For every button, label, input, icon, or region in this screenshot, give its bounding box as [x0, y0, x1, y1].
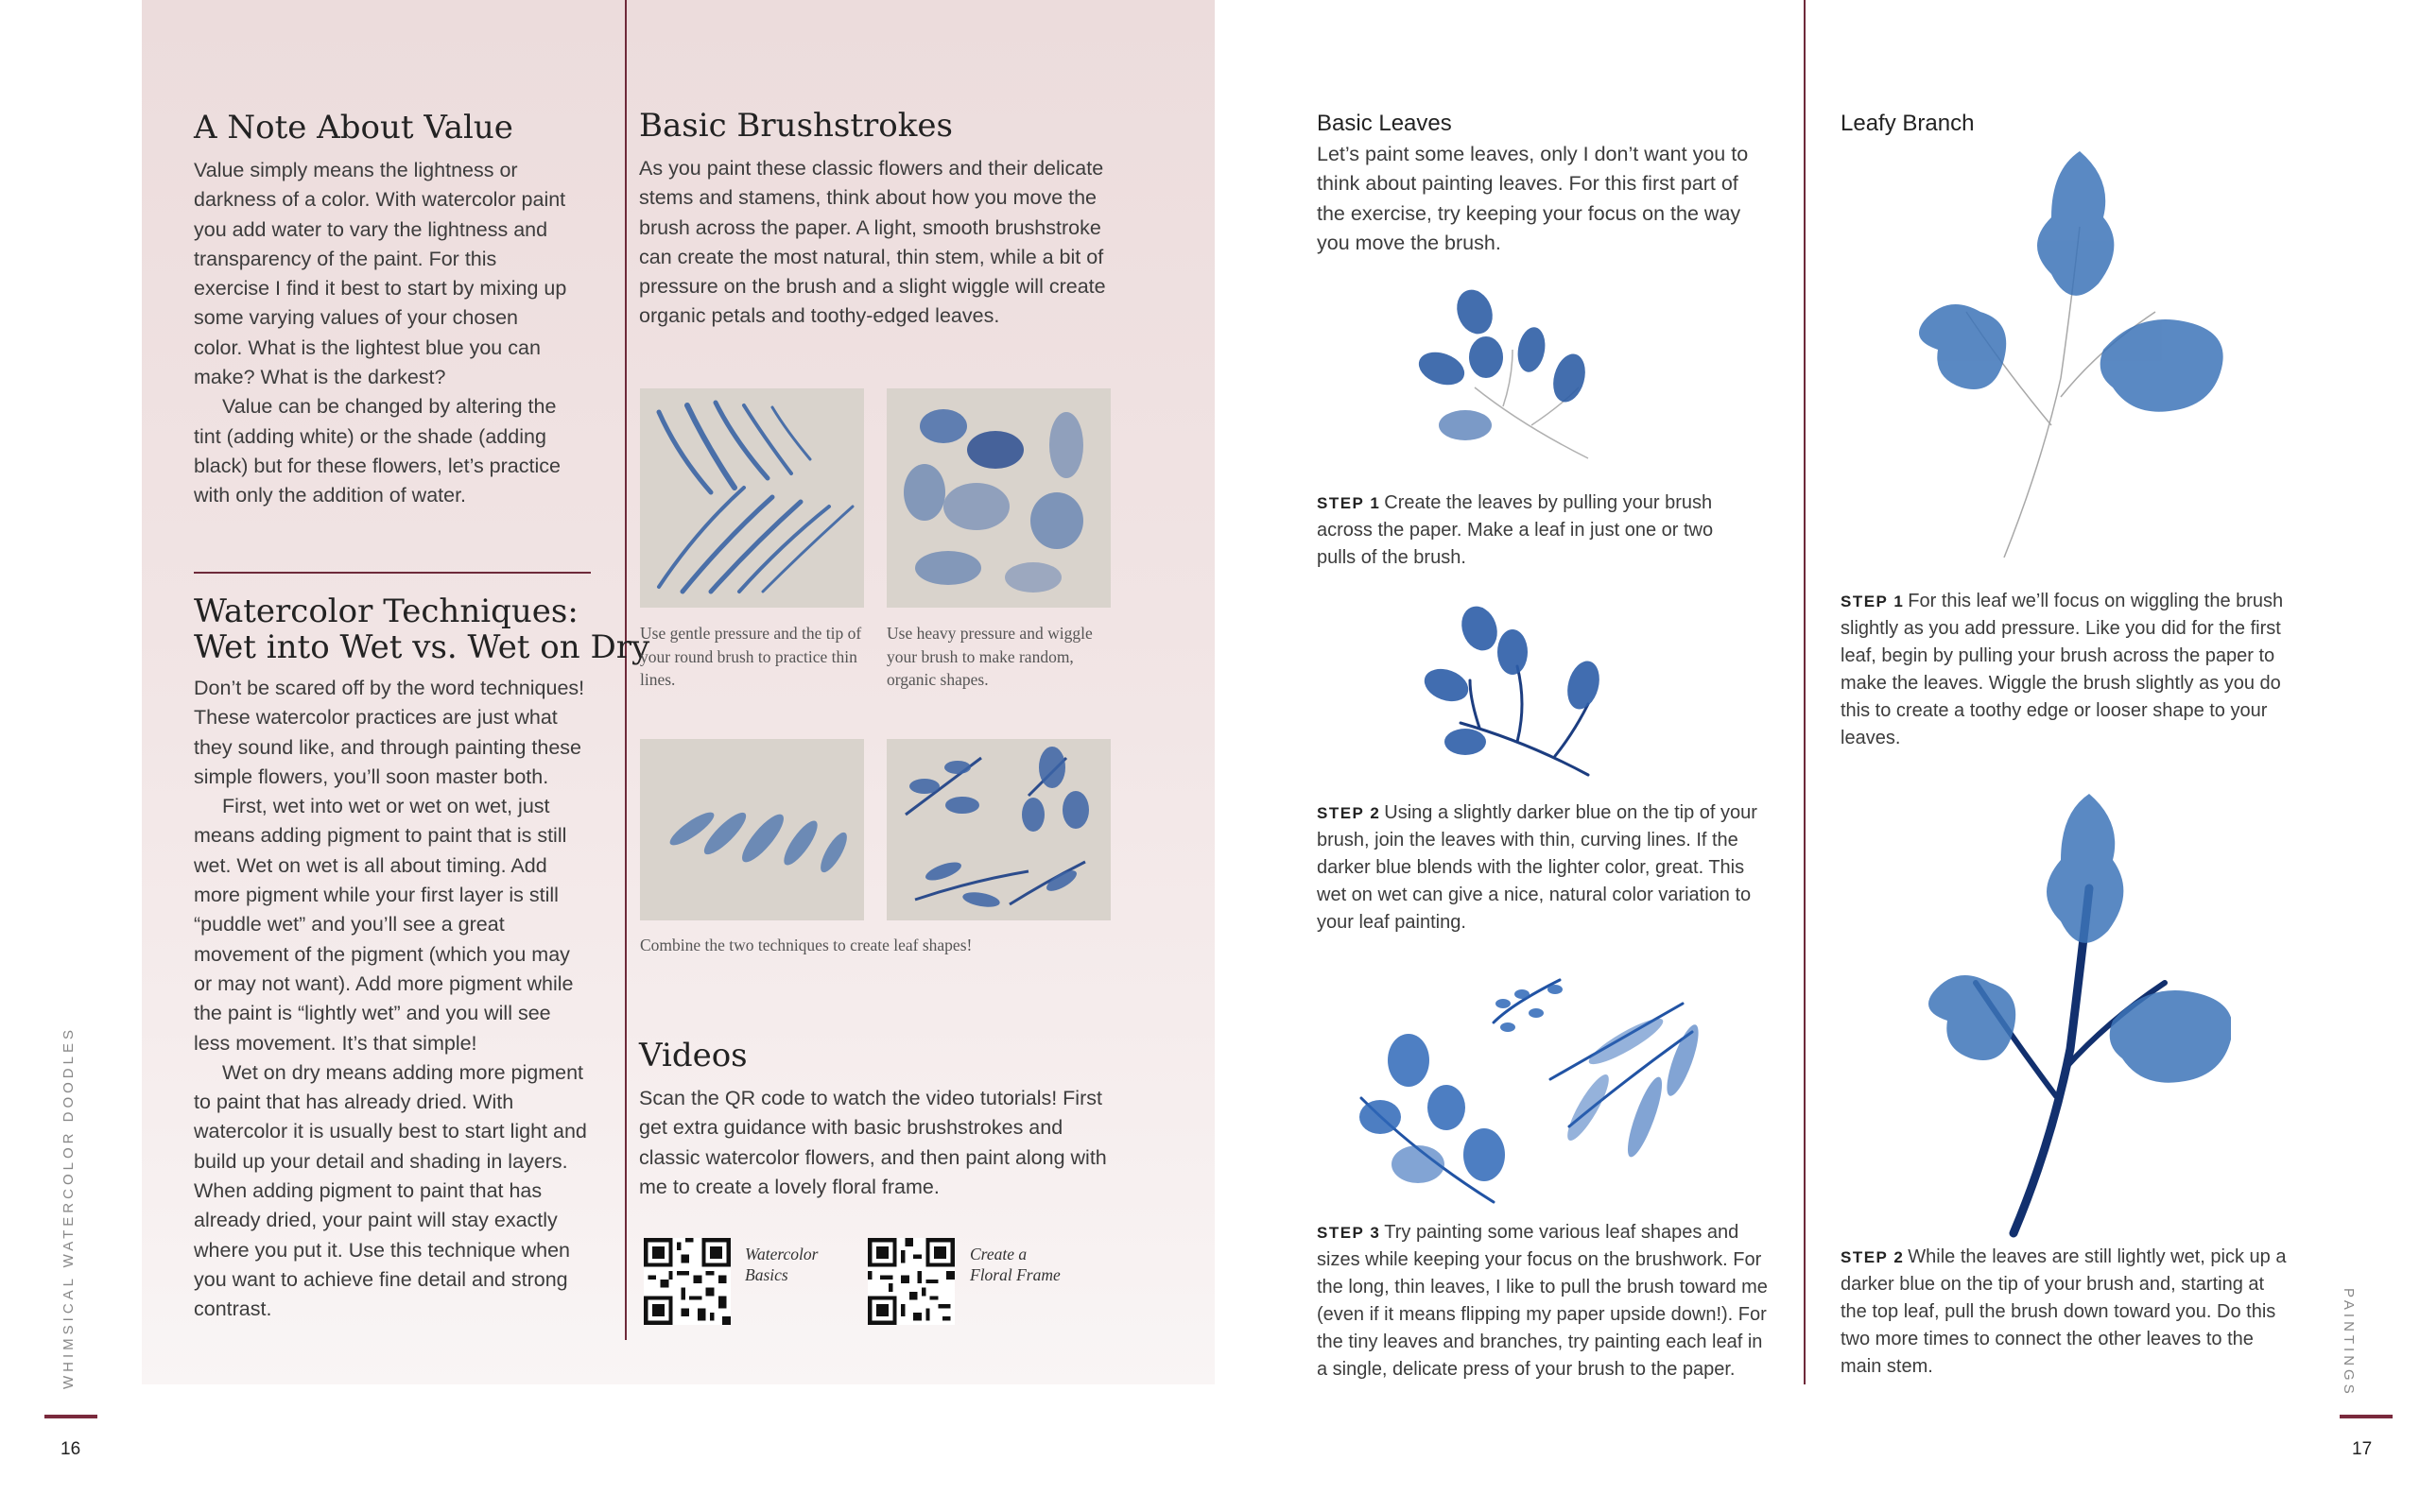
organic-shapes-caption: Use heavy pressure and wiggle your brush to make random, organic shapes. [887, 624, 1093, 689]
techniques-paragraph-1: Don’t be scared off by the word techniques! These watercolor practices are just what they sound like, and through painting these simple flowers, you’ll soon master both. [194, 677, 585, 788]
basic-leaves-step3-illustration [1342, 966, 1739, 1207]
note-value-body [194, 156, 570, 511]
step-3-text: Try painting some various leaf shapes and sizes while keeping your focus on the brushwork. For the long, thin leaves, I like to pull the brush toward me (even if it means flipping my paper upside down!). For the tiny leaves and branches, try painting each leaf in a single, delicate press of your brush to the paper. [1317, 1222, 1768, 1380]
basic-leaves-step-2 [1317, 799, 1771, 936]
techniques-paragraph-3: Wet on dry means adding more pigment to paint that has already dried. With watercolor it is usually best to start light and build up your detail and shading in layers. When adding pigment to paint that has already dried, your paint will stay exactly where you put it. Use this technique when you want to achieve fine detail and strong contrast. [194, 1060, 587, 1321]
step-1-label: STEP 1 [1317, 494, 1381, 512]
leafy-step-2-text: While the leaves are still lightly wet, pick up a darker blue on the tip of your brush and, starting at the top leaf, pull the brush down toward you. Do this two more times to connect the other leaves to the main stem. [1841, 1246, 2287, 1377]
videos-heading: Videos [639, 1037, 748, 1074]
running-head-left: WHIMSICAL WATERCOLOR DOODLES [60, 1026, 77, 1389]
leafy-step-1-label: STEP 1 [1841, 593, 1905, 610]
leafy-branch-heading: Leafy Branch [1841, 111, 1975, 136]
running-head-right: PAINTINGS [2341, 1288, 2357, 1398]
qr1-label-line-1: Watercolor [745, 1245, 819, 1263]
page-number-left: 16 [60, 1439, 81, 1459]
page-divider-right [1804, 0, 1806, 1384]
qr1-label-line-2: Basics [745, 1265, 788, 1284]
techniques-heading [194, 593, 649, 665]
page-marker-right [2340, 1415, 2393, 1418]
techniques-heading-line-1: Watercolor Techniques: [194, 593, 579, 630]
basic-leaves-heading: Basic Leaves [1317, 111, 1452, 136]
combined-techniques-caption: Combine the two techniques to create leaf shapes! [640, 936, 973, 954]
videos-body: Scan the QR code to watch the video tutorials! First get extra guidance with basic brushstrokes and classic watercolor flowers, and then paint along with me to create a lovely floral frame. [639, 1087, 1107, 1198]
techniques-paragraph-2: First, wet into wet or wet on wet, just means adding pigment to paint that is still wet. Wet on wet is all about timing. Add more pigment while your first layer is still “puddle wet” and you’ll see a great movement of the pigment (which you may or may not want). Add more pigment while the paint is “lightly wet” and you will see less movement. It’s that simple! [194, 795, 574, 1055]
basic-leaves-step-1 [1317, 490, 1752, 572]
step-1-text: Create the leaves by pulling your brush across the paper. Make a leaf in just one or two pulls of the brush. [1317, 492, 1714, 568]
brushstrokes-body: As you paint these classic flowers and their delicate stems and stamens, think about how you move the brush across the paper. A light, smooth brushstroke can create the most natural, thin stem, while a bit of pressure on the brush and a slight wiggle will create organic petals and toothy-edged leaves. [639, 157, 1106, 328]
leafy-branch-step2-illustration [1910, 784, 2231, 1238]
organic-shapes-sample-image [887, 388, 1111, 608]
basic-leaves-step-3 [1317, 1219, 1771, 1383]
qr-code-watercolor-basics[interactable] [644, 1238, 731, 1325]
note-value-heading: A Note About Value [194, 109, 513, 146]
thin-lines-caption: Use gentle pressure and the tip of your round brush to practice thin lines. [640, 624, 862, 689]
step-3-label: STEP 3 [1317, 1224, 1381, 1242]
page-number-right: 17 [2352, 1439, 2373, 1459]
basic-leaves-intro: Let’s paint some leaves, only I don’t want you to think about painting leaves. For this first part of the exercise, try keeping your focus on the way you move the brush. [1317, 143, 1749, 254]
techniques-body [194, 674, 591, 1325]
leafy-step-2-label: STEP 2 [1841, 1248, 1905, 1266]
qr-label-watercolor-basics [745, 1244, 818, 1285]
leafy-step-1-text: For this leaf we’ll focus on wiggling the brush slightly as you add pressure. Like you did for the first leaf, begin by pulling your brush across the paper to make the leaves. Wiggle the brush slightly as you do this to create a toothy edge or looser shape to your leaves. [1841, 591, 2284, 748]
leafy-branch-step-1 [1841, 588, 2294, 752]
basic-leaves-step1-illustration [1418, 284, 1607, 463]
leaf-shapes-sample-image-1 [640, 739, 864, 920]
qr2-label-line-1: Create a [970, 1245, 1028, 1263]
column-divider-left [625, 0, 627, 1340]
leaf-shapes-sample-image-2 [887, 739, 1111, 920]
step-2-label: STEP 2 [1317, 804, 1381, 822]
leafy-branch-step1-illustration [1910, 142, 2231, 558]
step-2-text: Using a slightly darker blue on the tip of your brush, join the leaves with thin, curving lines. If the darker blue blends with the lighter color, great. This wet on wet can give a nice, natural color variation to your leaf painting. [1317, 802, 1757, 933]
leafy-branch-step-2 [1841, 1244, 2294, 1381]
qr-code-floral-frame[interactable] [868, 1238, 955, 1325]
page-marker-left [44, 1415, 97, 1418]
basic-leaves-step2-illustration [1423, 600, 1612, 780]
techniques-heading-line-2: Wet into Wet vs. Wet on Dry [194, 628, 650, 666]
note-value-paragraph-2: Value can be changed by altering the tint (adding white) or the shade (adding black) but for these flowers, let’s practice with only the addition of water. [194, 395, 561, 507]
brushstrokes-heading: Basic Brushstrokes [639, 107, 953, 145]
section-divider [194, 572, 591, 574]
thin-lines-sample-image [640, 388, 864, 608]
note-value-paragraph-1: Value simply means the lightness or darkness of a color. With watercolor paint you add water to vary the lightness and transparency of the paint. For this exercise I find it best to start by mixing up some varying values of your chosen color. What is the lightest blue you can make? What is the darkest? [194, 159, 567, 389]
qr-label-floral-frame [970, 1244, 1061, 1285]
qr2-label-line-2: Floral Frame [970, 1265, 1061, 1284]
